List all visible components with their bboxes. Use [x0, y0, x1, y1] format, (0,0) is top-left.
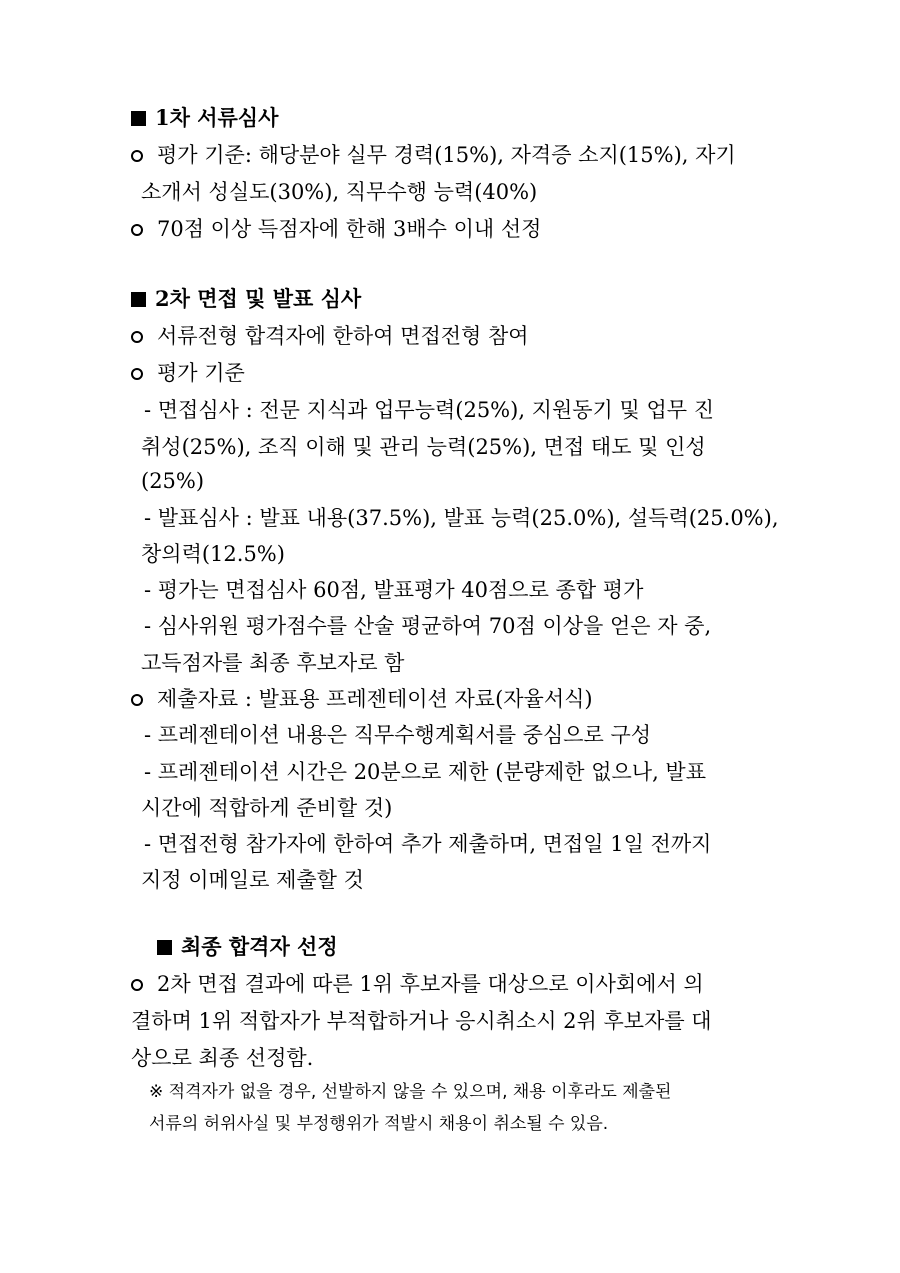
- circle-bullet-icon: [131, 979, 143, 991]
- circle-bullet-icon: [131, 694, 143, 706]
- section3-body-line1: 2차 면접 결과에 따른 1위 후보자를 대상으로 이사회에서 의: [0, 970, 900, 998]
- section2-heading: 2차 면접 및 발표 심사: [0, 285, 900, 313]
- section1-heading: 1차 서류심사: [0, 104, 900, 132]
- section2-average-line2: 고득점자를 최종 후보자로 함: [141, 651, 405, 675]
- section2-average-line1: - 심사위원 평가점수를 산술 평균하여 70점 이상을 얻은 자 중,: [144, 614, 712, 638]
- section2-interview-line2: 취성(25%), 조직 이해 및 관리 능력(25%), 면접 태도 및 인성: [141, 435, 706, 459]
- section1-criteria-line1: 평가 기준: 해당분야 실무 경력(15%), 자격증 소지(15%), 자기: [0, 141, 900, 169]
- square-bullet-icon: [131, 292, 146, 307]
- circle-bullet-icon: [131, 331, 143, 343]
- section2-criteria-title: 평가 기준: [0, 359, 900, 387]
- section1-criteria-line2: 소개서 성실도(30%), 직무수행 능력(40%): [141, 180, 538, 204]
- section2-content: - 프레젠테이션 내용은 직무수행계획서를 중심으로 구성: [144, 723, 652, 747]
- section1-selection: 70점 이상 득점자에 한해 3배수 이내 선정: [0, 215, 900, 243]
- circle-bullet-icon: [131, 368, 143, 380]
- section2-submit-line1: - 면접전형 참가자에 한하여 추가 제출하며, 면접일 1일 전까지: [144, 832, 712, 856]
- square-bullet-icon: [157, 940, 172, 955]
- square-bullet-icon: [131, 111, 146, 126]
- section2-time-line2: 시간에 적합하게 준비할 것): [141, 796, 393, 820]
- circle-bullet-icon: [131, 224, 143, 236]
- section2-presentation-line1: - 발표심사 : 발표 내용(37.5%), 발표 능력(25.0%), 설득력(25.0%),: [144, 506, 779, 530]
- section2-submit-line2: 지정 이메일로 제출할 것: [141, 868, 364, 892]
- section2-weighting: - 평가는 면접심사 60점, 발표평가 40점으로 종합 평가: [144, 578, 644, 602]
- section2-eligibility: 서류전형 합격자에 한하여 면접전형 참여: [0, 322, 900, 350]
- section3-note-line2: 서류의 허위사실 및 부정행위가 적발시 채용이 취소될 수 있음.: [149, 1114, 609, 1134]
- section2-presentation-line2: 창의력(12.5%): [141, 542, 285, 566]
- section3-note-line1: ※ 적격자가 없을 경우, 선발하지 않을 수 있으며, 채용 이후라도 제출된: [149, 1082, 672, 1102]
- section2-interview-line3: (25%): [141, 469, 205, 493]
- section2-time-line1: - 프레젠테이션 시간은 20분으로 제한 (분량제한 없으나, 발표: [144, 760, 706, 784]
- section2-materials: 제출자료 : 발표용 프레젠테이션 자료(자율서식): [0, 685, 900, 713]
- section3-heading: 최종 합격자 선정: [0, 933, 900, 961]
- section3-body-line3: 상으로 최종 선정함.: [131, 1046, 314, 1070]
- circle-bullet-icon: [131, 150, 143, 162]
- section2-interview-line1: - 면접심사 : 전문 지식과 업무능력(25%), 지원동기 및 업무 진: [144, 398, 714, 422]
- section3-body-line2: 결하며 1위 적합자가 부적합하거나 응시취소시 2위 후보자를 대: [131, 1009, 712, 1033]
